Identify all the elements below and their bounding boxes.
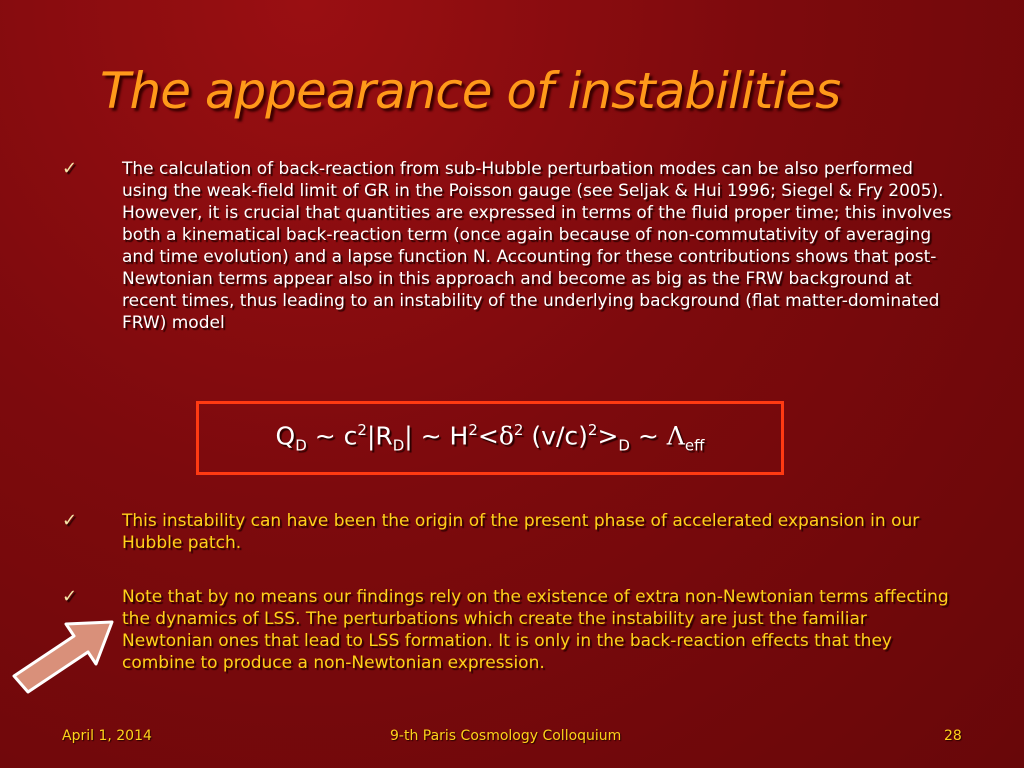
footer-date: April 1, 2014 bbox=[62, 728, 152, 744]
equation-box bbox=[196, 401, 784, 475]
equation: $Q_D$ ~ $c^2|R_D|$ ~ $H^2<\delta^2$ $(v/c)^2>_D$ ~ $\Lambda_{eff}$ bbox=[275, 421, 705, 455]
bullet-text: Note that by no means our findings rely on the existence of extra non-Newtonian terms affecting the dynamics of LSS. The perturbations which create the instability are just the familiar Newtonian ones that lead to LSS formation. It is only in the back-reaction effects that they combine to produce a non-Newtonian expression. bbox=[122, 587, 949, 673]
checkmark-icon: ✓ bbox=[62, 510, 78, 531]
bullet-text: The calculation of back-reaction from sub-Hubble perturbation modes can be also performed using the weak-field limit of GR in the Poisson gauge (see Seljak & Hui 1996; Siegel & Fry 2005). However, it is crucial that quantities are expressed in terms of the fluid proper time; this involves both a kinematical back-reaction term (once again because of non-commutativity of averaging and time evolution) and a lapse function N. Accounting for these contributions shows that post-Newtonian terms appear also in this approach and become as big as the FRW background at recent times, thus leading to an instability of the underlying background (flat matter-dominated FRW) model bbox=[122, 159, 952, 333]
checkmark-icon: ✓ bbox=[62, 586, 78, 607]
page-number: 28 bbox=[944, 728, 962, 744]
checkmark-icon: ✓ bbox=[62, 158, 78, 179]
slide-title: The appearance of instabilities bbox=[100, 62, 841, 120]
footer-event: 9-th Paris Cosmology Colloquium bbox=[390, 728, 622, 744]
bullet-text: This instability can have been the origin of the present phase of accelerated expansion in our Hubble patch. bbox=[122, 511, 920, 553]
pointer-arrow-icon bbox=[8, 612, 116, 694]
